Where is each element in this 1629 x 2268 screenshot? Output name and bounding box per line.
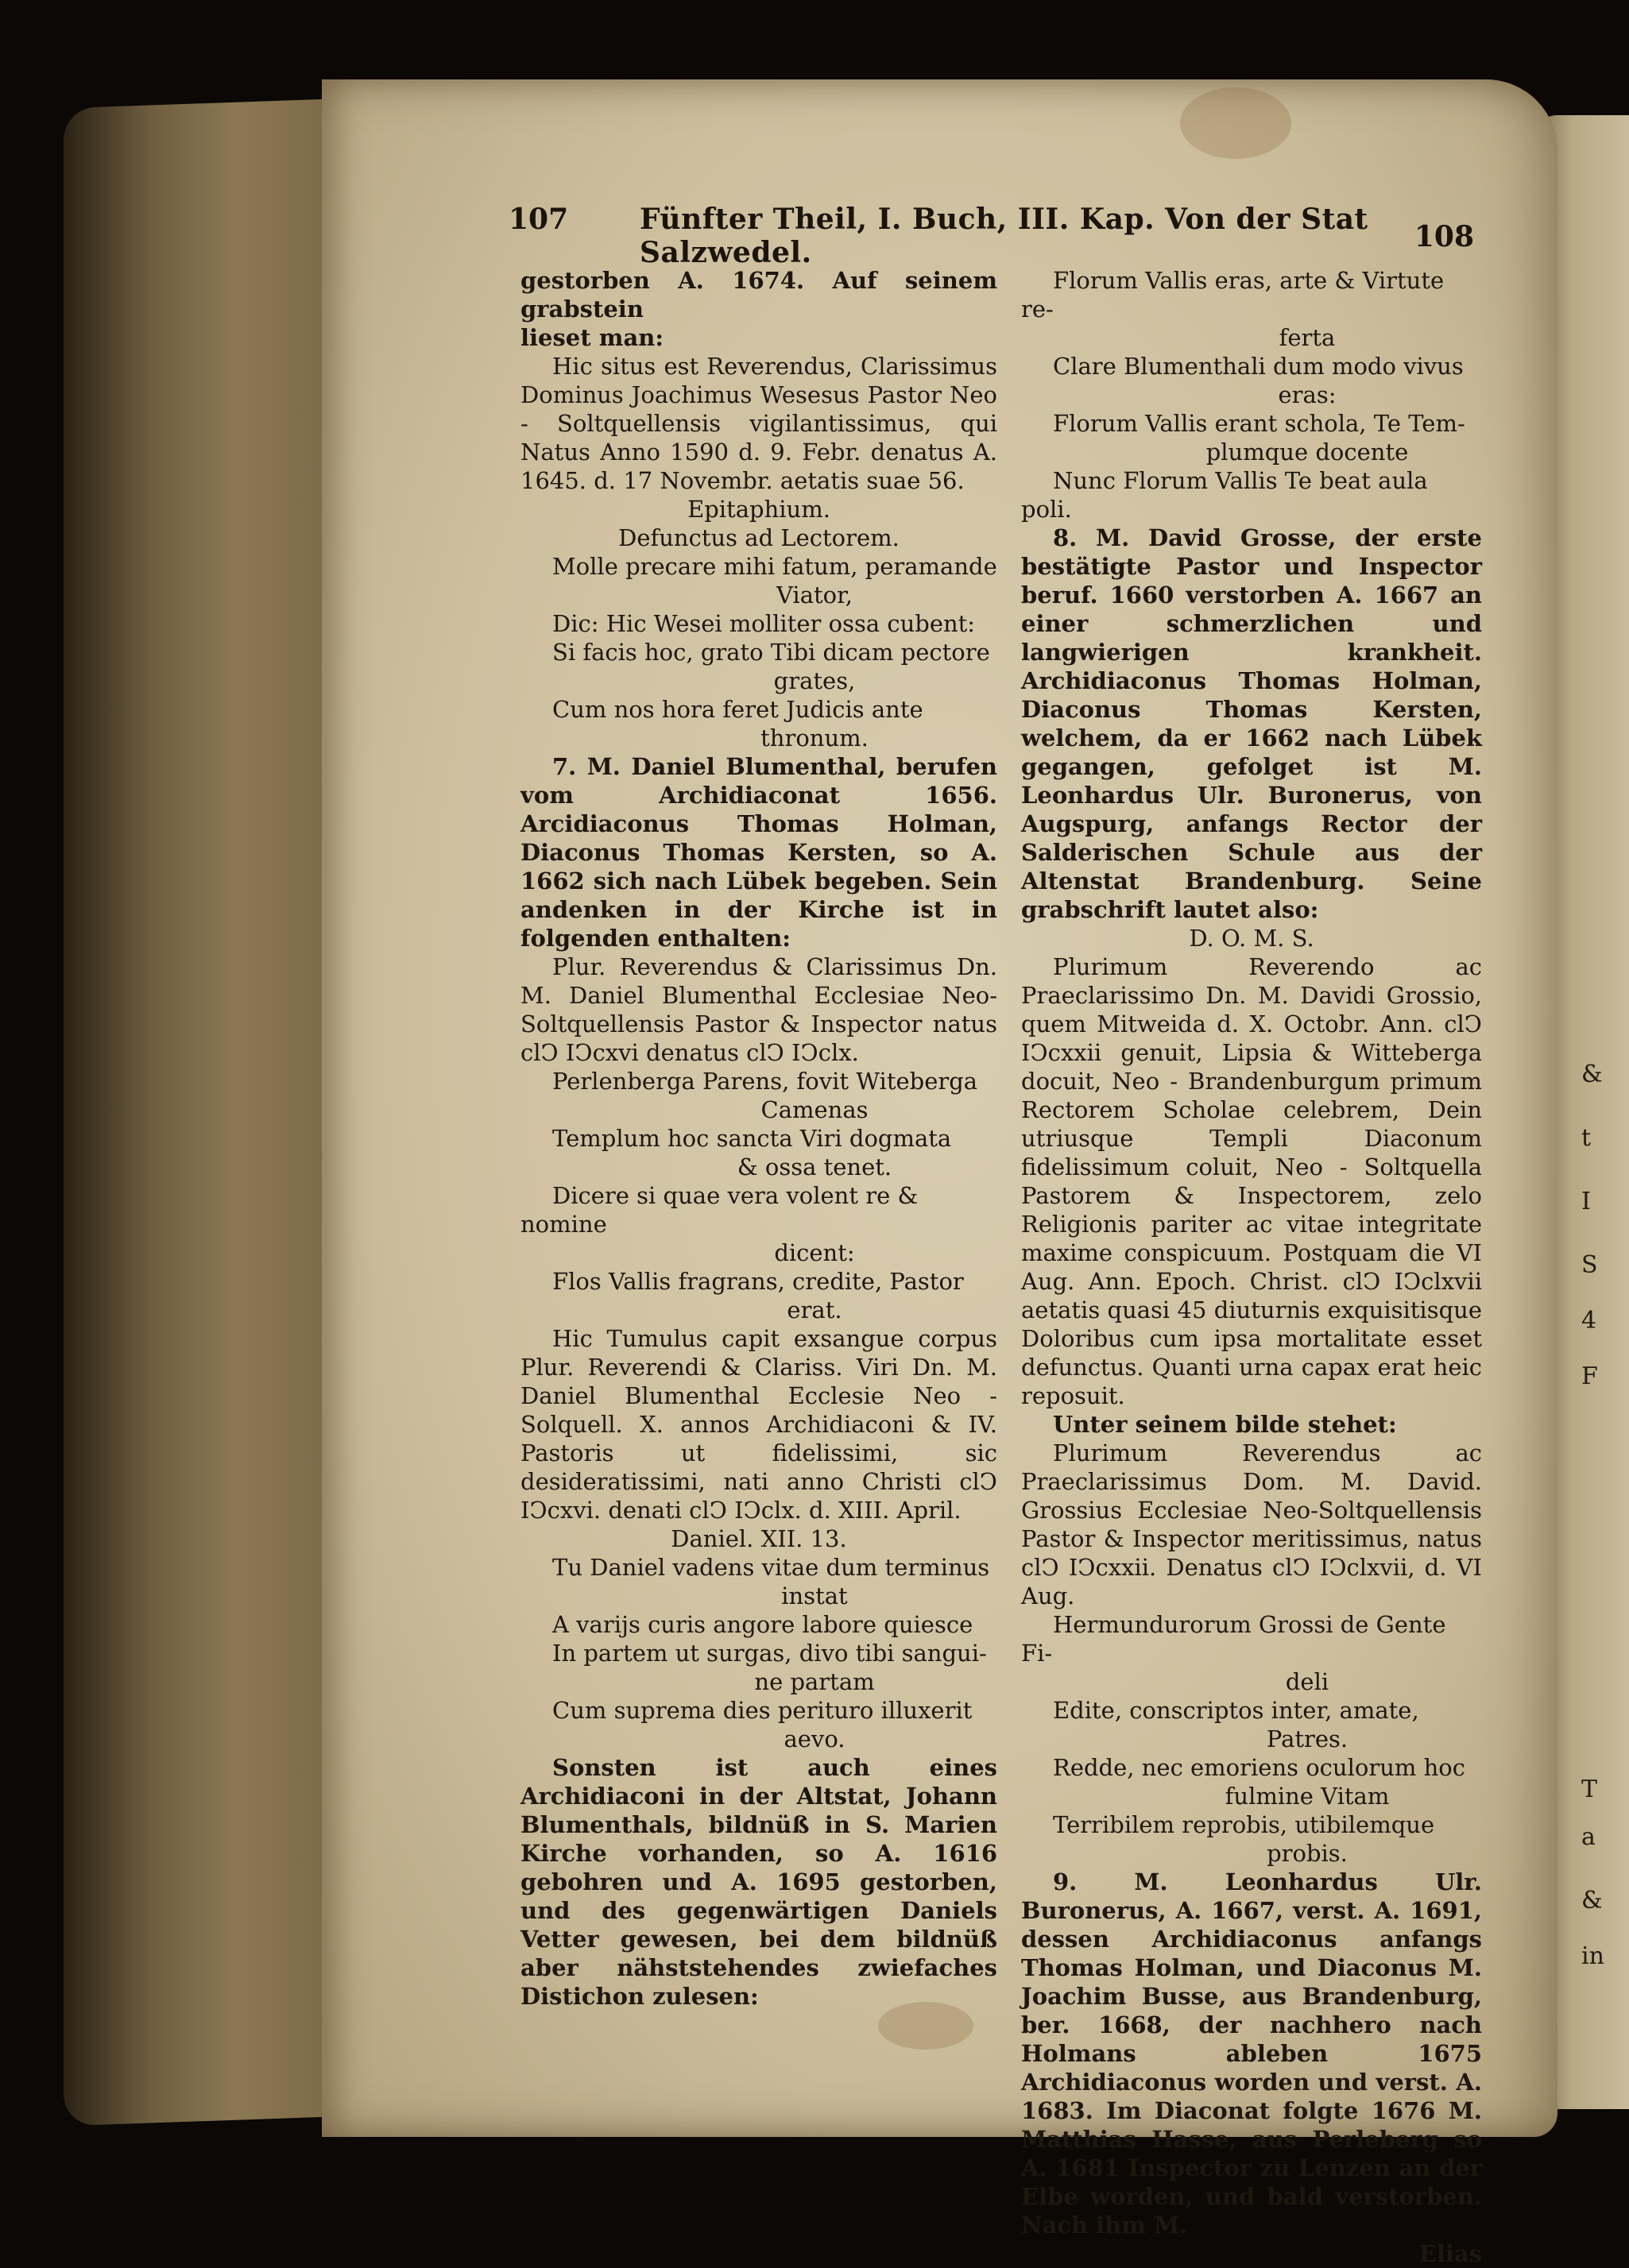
paragraph: 7. M. Daniel Blumenthal, berufen vom Archidiaconat 1656. Arcidiaconus Thomas Holman, Diaconus Thomas Kersten, so A. 1662 sich nach Lübek begeben. Sein andenken in der Kirche ist in folgenden enthalten:: [520, 753, 997, 952]
verse-line: aevo.: [784, 1725, 845, 1752]
verse-line: plumque docente: [1205, 439, 1409, 466]
verse-line: eras:: [1278, 381, 1337, 408]
verse-line: Viator,: [776, 581, 853, 609]
verse-line: Cum suprema dies perituro illuxerit: [552, 1697, 973, 1724]
verse-line: instat: [781, 1582, 848, 1609]
verse-line: Dic: Hic Wesei molliter ossa cubent:: [552, 610, 976, 637]
facing-page-fragment: a: [1581, 1823, 1596, 1851]
verse-line: Hermundurorum Grossi de Gente Fi-: [1021, 1611, 1446, 1667]
verse-line: Terribilem reprobis, utibilemque: [1053, 1811, 1435, 1838]
verse-line: deli: [1285, 1668, 1329, 1695]
inscription: Hic situs est Reverendus, Clarissimus Dominus Joachimus Wesesus Pastor Neo - Soltquellensis vigilantissimus, qui Natus Anno 1590 d. 9. Febr. denatus A. 1645. d. 17 Novembr. aetatis suae 56.: [520, 353, 997, 494]
section-heading: D. O. M. S.: [1189, 925, 1314, 952]
verse-line: Tu Daniel vadens vitae dum terminus: [552, 1554, 990, 1581]
verse-line: Redde, nec emoriens oculorum hoc: [1053, 1754, 1465, 1781]
inscription: Plurimum Reverendus ac Praeclarissimus Dom. M. David. Grossius Ecclesiae Neo-Soltquellensis Pastor & Inspector meritissimus, natus clↃ IↃcxxii. Denatus clↃ IↃclxvii, d. VI Aug.: [1021, 1439, 1482, 1609]
inscription: Plurimum Reverendo ac Praeclarissimo Dn. M. Davidi Grossio, quem Mitweida d. X. Octobr. Ann. clↃ IↃcxxii genuit, Lipsia & Witteberga docuit, Neo - Brandenburgum primum Rectorem Scholae celebrem, Dein utriusque Templi Diaconum fidelissimum coluit, Neo - Soltquella Pastorem & Inspectorem, zelo Religionis pariter ac vitae integritate maxime conspicuum. Postquam die VI Aug. Ann. Epoch. Christ. clↃ IↃclxvii aetatis quasi 45 diuturnis exquisitisque Doloribus cum ipsa mortalitate esset defunctus. Quanti urna capax erat heic reposuit.: [1021, 953, 1482, 1409]
paragraph: 9. M. Leonhardus Ulr. Buronerus, A. 1667, verst. A. 1691, dessen Archidiaconus anfangs Thomas Holman, und Diaconus M. Joachim Busse, aus Brandenburg, ber. 1668, der nachhero nach Holmans ableben 1675 Archidiaconus worden und verst. A. 1683. Im Diaconat folgte 1676 M. Matthias Hasse, aus Perleberg so A. 1681 Inspector zu Lenzen an der Elbe worden, und bald verstorben. Nach ihm M.: [1021, 1868, 1482, 2239]
verse-line: Patres.: [1266, 1725, 1348, 1752]
verse-line: Nunc Florum Vallis Te beat aula poli.: [1021, 467, 1428, 523]
verse-line: ferta: [1279, 324, 1336, 351]
verse-line: probis.: [1267, 1840, 1348, 1867]
text-line: gestorben A. 1674. Auf seinem grabstein: [520, 267, 997, 323]
inscription: Hic Tumulus capit exsangue corpus Plur. Reverendi & Clariss. Viri Dn. M. Daniel Blumenthal Ecclesie Neo - Solquell. X. annos Archidiaconi & IV. Pastoris ut fidelissimi, sic desideratissimi, nati anno Christi clↃ IↃcxvi. denati clↃ IↃclx. d. XIII. April.: [520, 1325, 997, 1524]
verse-line: Perlenberga Parens, fovit Witeberga: [552, 1068, 978, 1095]
facing-page-fragment: t: [1581, 1124, 1592, 1152]
verse-line: dicent:: [774, 1239, 855, 1266]
verse-line: In partem ut surgas, divo tibi sangui-: [552, 1640, 987, 1667]
facing-page-fragment: I: [1581, 1188, 1591, 1215]
verse-line: Florum Vallis eras, arte & Virtute re-: [1021, 267, 1445, 323]
verse-line: Molle precare mihi fatum, peramande: [552, 553, 997, 580]
verse-line: A varijs curis angore labore quiesce: [552, 1611, 973, 1638]
verse-line: Si facis hoc, grato Tibi dicam pectore: [552, 639, 990, 666]
left-column: [520, 266, 997, 2011]
verse-line: fulmine Vitam: [1225, 1783, 1390, 1810]
page-number-right: 108: [1414, 220, 1474, 253]
facing-page-fragment: &: [1581, 1887, 1603, 1914]
paragraph: 8. M. David Grosse, der erste bestätigte Pastor und Inspector beruf. 1660 verstorben A. 1667 an einer schmerzlichen und langwierigen krankheit. Archidiaconus Thomas Holman, Diaconus Thomas Kersten, welchem, da er 1662 nach Lübek gegangen, gefolget ist M. Leonhardus Ulr. Buronerus, von Augspurg, anfangs Rector der Salderischen Schule aus der Altenstat Brandenburg. Seine grabschrift lautet also:: [1021, 524, 1482, 923]
verse-line: Flos Vallis fragrans, credite, Pastor: [552, 1268, 964, 1295]
facing-page-fragment: F: [1581, 1362, 1598, 1390]
verse-line: erat.: [787, 1296, 842, 1323]
verse-line: grates,: [773, 667, 856, 694]
facing-page-fragment: &: [1581, 1061, 1603, 1088]
verse-line: Clare Blumenthali dum modo vivus: [1053, 353, 1464, 380]
text-line: lieset man:: [520, 324, 664, 351]
verse-line: ne partam: [754, 1668, 875, 1695]
facing-page-fragment: T: [1581, 1775, 1598, 1803]
verse-line: thronum.: [760, 724, 869, 751]
facing-page-fragment: 4: [1581, 1307, 1597, 1335]
verse-line: Florum Vallis erant schola, Te Tem-: [1053, 410, 1465, 437]
paragraph: Sonsten ist auch eines Archidiaconi in der Altstat, Johann Blumenthals, bildnüß in S. Marien Kirche vorhanden, so A. 1616 gebohren und A. 1695 gestorben, und des gegenwärtigen Daniels Vetter gewesen, bei dem bildnüß aber nähststehendes zwiefaches Distichon zulesen:: [520, 1754, 997, 2010]
verse-line: & ossa tenet.: [737, 1153, 892, 1180]
facing-page-fragment: in: [1581, 1942, 1604, 1970]
catchword: Elias: [1418, 2240, 1482, 2267]
verse-line: Edite, conscriptos inter, amate,: [1053, 1697, 1419, 1724]
verse-line: Templum hoc sancta Viri dogmata: [552, 1125, 952, 1152]
page-title: Fünfter Theil, I. Buch, III. Kap. Von der Stat Salzwedel.: [640, 203, 1368, 269]
section-heading: Daniel. XII. 13.: [671, 1525, 847, 1552]
page-edges: [64, 99, 350, 2127]
section-heading: Defunctus ad Lectorem.: [618, 524, 900, 551]
stain: [1180, 87, 1291, 159]
verse-line: Dicere si quae vera volent re & nomine: [520, 1182, 919, 1238]
page-number-left: 107: [509, 203, 569, 236]
right-column: [1021, 266, 1482, 2268]
verse-line: Camenas: [760, 1096, 869, 1123]
inscription: Plur. Reverendus & Clarissimus Dn. M. Daniel Blumenthal Ecclesiae Neo-Soltquellensis Pastor & Inspector natus clↃ IↃcxvi denatus clↃ IↃclx.: [520, 953, 997, 1066]
text-line: Unter seinem bilde stehet:: [1053, 1411, 1397, 1438]
section-heading: Epitaphium.: [687, 496, 830, 523]
verse-line: Cum nos hora feret Judicis ante: [552, 696, 923, 723]
facing-page-fragment: S: [1581, 1251, 1598, 1279]
